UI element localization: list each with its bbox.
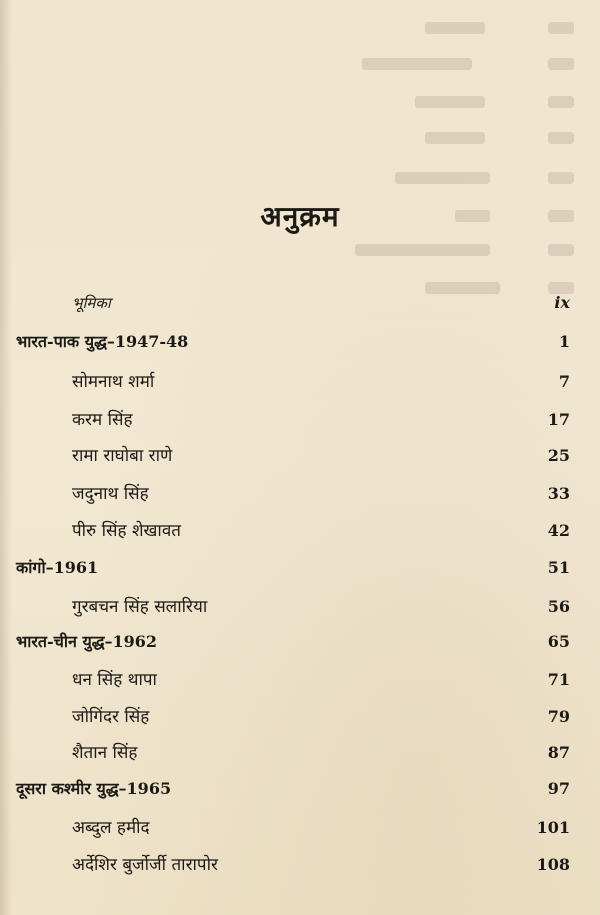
toc-section-1947 <box>0 329 600 355</box>
toc-entry-label: सोमनाथ शर्मा <box>72 372 155 392</box>
toc-entry-label: भारत-पाक युद्ध–1947-48 <box>16 332 189 351</box>
toc-entry-page: 108 <box>536 855 570 874</box>
toc-entry <box>0 740 600 766</box>
toc-entry-page: 97 <box>547 779 570 798</box>
toc-entry-preface <box>0 290 600 316</box>
toc-entry-page: 71 <box>547 670 570 689</box>
toc-entry-label: करम सिंह <box>72 410 133 430</box>
toc-entry-page: 17 <box>547 410 570 429</box>
toc-entry-label: पीरु सिंह शेखावत <box>72 521 181 541</box>
toc-entry <box>0 594 600 620</box>
toc-entry-page: 79 <box>547 707 570 726</box>
page-title: अनुक्रम <box>260 200 340 233</box>
toc-entry-label: रामा राघोबा राणे <box>72 446 173 466</box>
toc-entry-label: अब्दुल हमीद <box>72 818 150 838</box>
toc-entry-label: भारत-चीन युद्ध–1962 <box>16 632 158 651</box>
toc-entry-page: 101 <box>536 818 570 837</box>
toc-entry <box>0 704 600 730</box>
toc-section-1965 <box>0 776 600 802</box>
toc-entry-page: 33 <box>547 484 570 503</box>
toc-entry-page: 51 <box>547 558 570 577</box>
toc-entry <box>0 481 600 507</box>
toc-entry <box>0 518 600 544</box>
toc-entry-label: शैतान सिंह <box>72 743 138 763</box>
toc-entry-page: 56 <box>547 597 570 616</box>
toc-entry-label: अर्देशिर बुर्जोर्जी तारापोर <box>72 855 218 875</box>
toc-entry-label: गुरबचन सिंह सलारिया <box>72 597 208 617</box>
toc-entry <box>0 667 600 693</box>
bleed-through-text <box>0 0 600 330</box>
toc-entry-page: ix <box>554 293 570 312</box>
toc-section-1962 <box>0 629 600 655</box>
toc-entry <box>0 815 600 841</box>
toc-entry <box>0 852 600 878</box>
toc-entry-page: 1 <box>558 332 570 351</box>
toc-entry-page: 87 <box>547 743 570 762</box>
toc-section-congo <box>0 555 600 581</box>
toc-entry-page: 65 <box>547 632 570 651</box>
toc-entry-label: धन सिंह थापा <box>72 670 157 690</box>
toc-entry-label: कांगो–1961 <box>16 558 99 577</box>
toc-entry-label: जदुनाथ सिंह <box>72 484 149 504</box>
toc-entry-page: 25 <box>547 446 570 465</box>
toc-entry-label: दूसरा कश्मीर युद्ध–1965 <box>16 779 172 798</box>
toc-entry <box>0 407 600 433</box>
toc-entry-page: 7 <box>558 372 570 391</box>
toc-entry <box>0 369 600 395</box>
toc-entry-label: भूमिका <box>72 294 111 312</box>
toc-entry <box>0 443 600 469</box>
toc-entry-page: 42 <box>547 521 570 540</box>
toc-entry-label: जोगिंदर सिंह <box>72 707 150 727</box>
